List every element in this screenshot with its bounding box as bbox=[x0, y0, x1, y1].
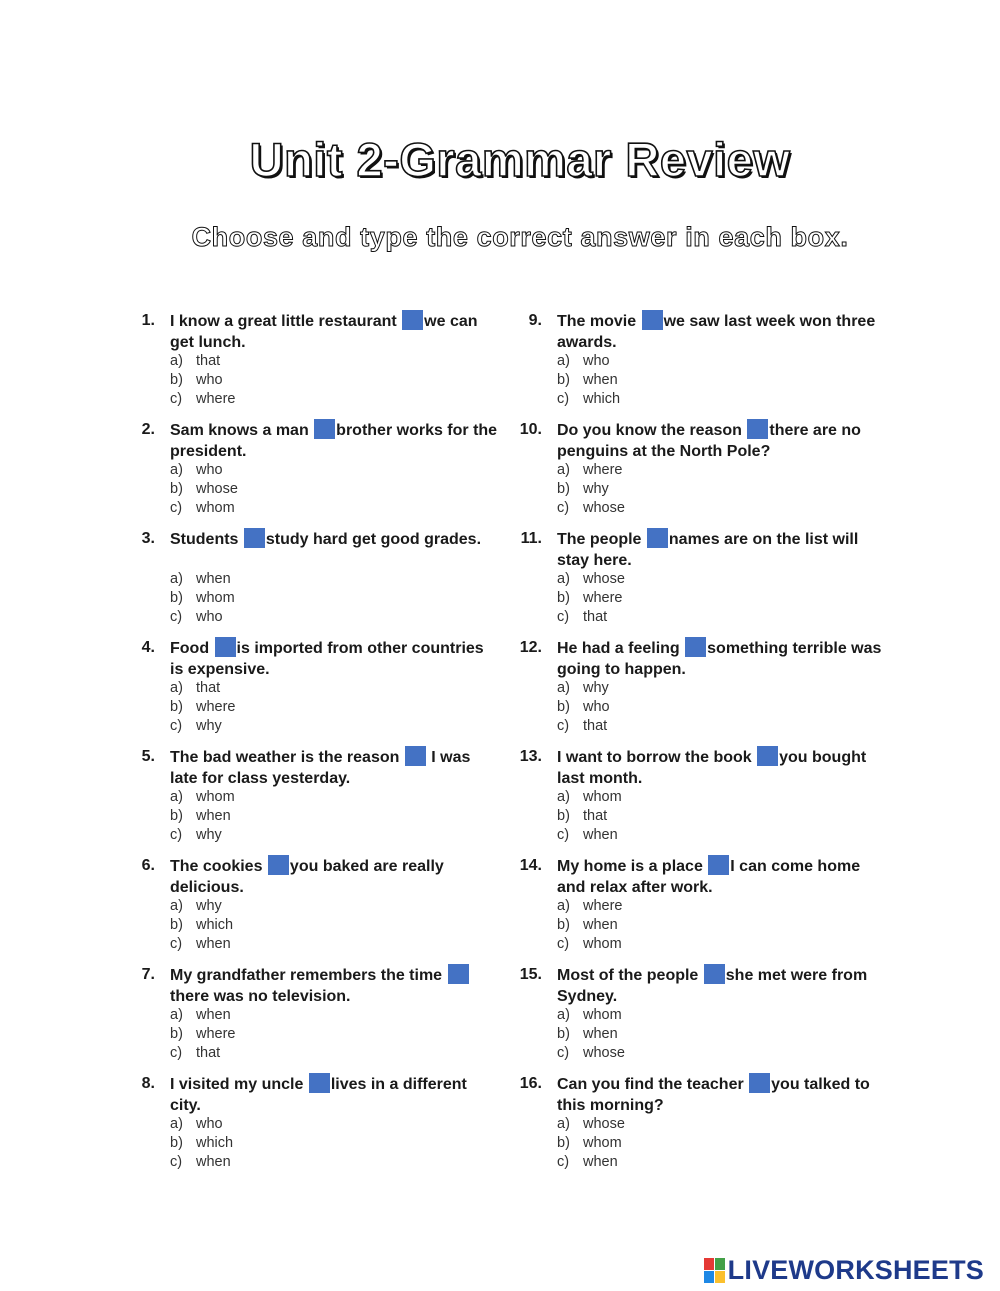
question-item bbox=[135, 419, 498, 528]
option-label: c) bbox=[557, 1045, 570, 1061]
option-label: a) bbox=[557, 680, 570, 696]
option-text: why bbox=[583, 680, 609, 696]
stem-text-before: The people bbox=[557, 531, 646, 548]
option-item bbox=[170, 679, 236, 698]
option-label: c) bbox=[170, 609, 183, 625]
option-item bbox=[557, 1006, 625, 1025]
option-label: b) bbox=[170, 917, 183, 933]
stem-text-before: The movie bbox=[557, 313, 641, 330]
option-label: a) bbox=[557, 789, 570, 805]
logo-text: LIVEWORKSHEETS bbox=[727, 1255, 984, 1285]
option-text: whom bbox=[583, 1007, 622, 1023]
option-item bbox=[557, 807, 622, 826]
question-number: 1. bbox=[141, 312, 155, 329]
question-item bbox=[135, 637, 495, 746]
option-text: where bbox=[196, 699, 236, 715]
stem-text-after: we can get lunch. bbox=[170, 313, 478, 351]
option-text: which bbox=[583, 391, 621, 407]
option-item bbox=[557, 788, 622, 807]
option-text: whom bbox=[583, 789, 622, 805]
option-label: c) bbox=[557, 718, 570, 734]
stem-text-before: I want to borrow the book bbox=[557, 749, 757, 766]
option-label: b) bbox=[557, 372, 570, 388]
answer-input-box[interactable] bbox=[215, 637, 236, 657]
stem-text-after: she met were from Sydney. bbox=[557, 967, 868, 1005]
option-text: that bbox=[583, 808, 608, 824]
question-number: 7. bbox=[141, 966, 155, 983]
question-item bbox=[514, 1073, 874, 1182]
logo-square bbox=[715, 1258, 725, 1270]
stem-text-before: The bad weather is the reason bbox=[170, 749, 404, 766]
option-item bbox=[557, 608, 625, 627]
question-number: 8. bbox=[141, 1075, 155, 1092]
question-stem bbox=[170, 746, 500, 789]
logo-square bbox=[715, 1271, 725, 1283]
page-title: Unit 2-Grammar Review bbox=[249, 133, 791, 186]
stem-text-before: He had a feeling bbox=[557, 640, 685, 657]
option-item bbox=[557, 1153, 625, 1172]
answer-input-box[interactable] bbox=[448, 964, 469, 984]
option-item bbox=[170, 1044, 236, 1063]
option-label: b) bbox=[170, 372, 183, 388]
logo-square bbox=[704, 1258, 714, 1270]
answer-input-box[interactable] bbox=[244, 528, 265, 548]
option-label: b) bbox=[170, 590, 183, 606]
answer-input-box[interactable] bbox=[704, 964, 725, 984]
option-label: b) bbox=[557, 1135, 570, 1151]
stem-text-after: brother works for the president. bbox=[170, 422, 498, 460]
stem-text-before: My home is a place bbox=[557, 858, 708, 875]
option-text: where bbox=[583, 590, 623, 606]
option-item bbox=[557, 570, 625, 589]
option-item bbox=[170, 1134, 233, 1153]
stem-text-before: Most of the people bbox=[557, 967, 703, 984]
option-text: that bbox=[583, 609, 608, 625]
option-text: who bbox=[196, 609, 223, 625]
page-subtitle: Choose and type the correct answer in each box. bbox=[191, 222, 849, 252]
option-list bbox=[170, 679, 236, 736]
option-item bbox=[557, 698, 610, 717]
question-item bbox=[514, 855, 874, 964]
option-label: c) bbox=[170, 936, 183, 952]
option-text: why bbox=[583, 481, 609, 497]
option-label: b) bbox=[170, 1135, 183, 1151]
stem-text-after: lives in a different city. bbox=[170, 1076, 467, 1114]
logo-icon bbox=[704, 1258, 725, 1283]
option-list bbox=[170, 461, 238, 518]
answer-input-box[interactable] bbox=[747, 419, 768, 439]
question-number: 15. bbox=[519, 966, 542, 983]
question-stem bbox=[557, 964, 887, 1007]
answer-input-box[interactable] bbox=[647, 528, 668, 548]
option-text: whom bbox=[196, 590, 235, 606]
option-item bbox=[170, 916, 233, 935]
question-number: 6. bbox=[141, 857, 155, 874]
option-label: a) bbox=[170, 353, 183, 369]
option-text: when bbox=[196, 808, 231, 824]
option-item bbox=[170, 1025, 236, 1044]
option-label: c) bbox=[170, 1154, 183, 1170]
logo-square bbox=[704, 1271, 714, 1283]
option-text: whose bbox=[583, 500, 625, 516]
stem-text-before: I visited my uncle bbox=[170, 1076, 308, 1093]
answer-input-box[interactable] bbox=[405, 746, 426, 766]
option-label: b) bbox=[557, 808, 570, 824]
option-list bbox=[170, 1006, 236, 1063]
question-item bbox=[135, 746, 495, 855]
option-item bbox=[170, 461, 238, 480]
option-label: a) bbox=[170, 680, 183, 696]
option-text: where bbox=[583, 462, 623, 478]
option-text: whom bbox=[583, 1135, 622, 1151]
option-text: that bbox=[583, 718, 608, 734]
option-list bbox=[557, 352, 620, 409]
option-label: c) bbox=[557, 500, 570, 516]
question-stem bbox=[557, 1073, 887, 1116]
stem-text-before: Students bbox=[170, 531, 243, 548]
question-stem bbox=[557, 746, 887, 789]
question-item bbox=[135, 964, 495, 1073]
option-text: who bbox=[196, 372, 223, 388]
stem-text-after: you talked to this morning? bbox=[557, 1076, 870, 1114]
question-number: 4. bbox=[141, 639, 155, 656]
option-label: a) bbox=[557, 462, 570, 478]
option-item bbox=[170, 589, 235, 608]
option-item bbox=[557, 352, 620, 371]
stem-text-after: study hard get good grades. bbox=[265, 531, 482, 548]
option-label: c) bbox=[557, 936, 570, 952]
stem-text-before: My grandfather remembers the time bbox=[170, 967, 447, 984]
option-list bbox=[170, 570, 235, 627]
stem-text-after: we saw last week won three awards. bbox=[557, 313, 876, 351]
option-list bbox=[170, 788, 235, 845]
question-item bbox=[514, 419, 874, 528]
question-number: 2. bbox=[141, 421, 155, 438]
question-stem bbox=[170, 1073, 500, 1116]
question-stem bbox=[557, 855, 887, 898]
option-list bbox=[557, 679, 610, 736]
option-label: b) bbox=[170, 808, 183, 824]
question-number: 12. bbox=[519, 639, 542, 656]
option-item bbox=[170, 1115, 233, 1134]
option-item bbox=[557, 1115, 625, 1134]
option-text: that bbox=[196, 1045, 221, 1061]
answer-input-box[interactable] bbox=[685, 637, 706, 657]
question-stem bbox=[557, 637, 887, 680]
option-text: when bbox=[196, 571, 231, 587]
option-label: a) bbox=[170, 571, 183, 587]
option-text: when bbox=[196, 936, 231, 952]
option-label: b) bbox=[557, 917, 570, 933]
option-label: b) bbox=[557, 1026, 570, 1042]
question-item bbox=[514, 528, 874, 637]
option-item bbox=[170, 1153, 233, 1172]
stem-text-before: The cookies bbox=[170, 858, 267, 875]
option-label: a) bbox=[170, 1116, 183, 1132]
option-list bbox=[557, 570, 625, 627]
option-text: whom bbox=[196, 500, 235, 516]
option-list bbox=[170, 1115, 233, 1172]
option-item bbox=[557, 499, 625, 518]
question-item bbox=[514, 964, 874, 1073]
questions-column-left bbox=[135, 310, 498, 1182]
stem-text-after: names are on the list will stay here. bbox=[557, 531, 859, 569]
question-number: 16. bbox=[519, 1075, 542, 1092]
option-item bbox=[170, 499, 238, 518]
option-text: when bbox=[583, 1154, 618, 1170]
option-label: c) bbox=[170, 500, 183, 516]
option-list bbox=[557, 1006, 625, 1063]
option-item bbox=[170, 608, 235, 627]
stem-text-after: I was late for class yesterday. bbox=[170, 749, 471, 787]
option-item bbox=[170, 480, 238, 499]
option-list bbox=[170, 352, 236, 409]
question-stem bbox=[170, 310, 500, 353]
option-list bbox=[557, 1115, 625, 1172]
question-item bbox=[514, 637, 882, 746]
stem-text-after: I can come home and relax after work. bbox=[557, 858, 861, 896]
question-number: 14. bbox=[519, 857, 542, 874]
option-item bbox=[170, 807, 235, 826]
option-label: a) bbox=[170, 1007, 183, 1023]
question-number: 13. bbox=[519, 748, 542, 765]
option-item bbox=[170, 371, 236, 390]
stem-text-after: you baked are really delicious. bbox=[170, 858, 444, 896]
option-label: b) bbox=[557, 699, 570, 715]
question-stem bbox=[557, 528, 887, 571]
question-item bbox=[514, 310, 874, 419]
question-number: 11. bbox=[520, 530, 542, 547]
question-number: 10. bbox=[519, 421, 542, 438]
option-item bbox=[170, 826, 235, 845]
stem-text-before: Do you know the reason bbox=[557, 422, 747, 439]
question-item bbox=[135, 855, 495, 964]
option-item bbox=[557, 826, 622, 845]
option-text: when bbox=[583, 372, 618, 388]
option-label: b) bbox=[170, 481, 183, 497]
option-text: why bbox=[196, 827, 222, 843]
option-text: why bbox=[196, 898, 222, 914]
question-stem bbox=[557, 419, 887, 462]
option-item bbox=[170, 717, 236, 736]
option-item bbox=[557, 717, 610, 736]
option-label: b) bbox=[170, 1026, 183, 1042]
option-text: which bbox=[196, 917, 234, 933]
answer-input-box[interactable] bbox=[708, 855, 729, 875]
option-text: which bbox=[196, 1135, 234, 1151]
stem-text-after: something terrible was going to happen. bbox=[557, 640, 882, 678]
option-item bbox=[557, 897, 623, 916]
question-item bbox=[135, 528, 495, 637]
option-text: whose bbox=[583, 1116, 625, 1132]
option-text: whose bbox=[583, 1045, 625, 1061]
option-text: that bbox=[196, 680, 221, 696]
option-text: who bbox=[196, 1116, 223, 1132]
answer-input-box[interactable] bbox=[268, 855, 289, 875]
option-text: who bbox=[583, 353, 610, 369]
option-item bbox=[170, 788, 235, 807]
answer-input-box[interactable] bbox=[309, 1073, 330, 1093]
option-label: b) bbox=[557, 481, 570, 497]
option-item bbox=[557, 371, 620, 390]
option-label: c) bbox=[170, 391, 183, 407]
option-text: whose bbox=[583, 571, 625, 587]
question-stem bbox=[170, 855, 500, 898]
option-item bbox=[557, 679, 610, 698]
option-text: whom bbox=[196, 789, 235, 805]
option-text: when bbox=[196, 1007, 231, 1023]
option-label: a) bbox=[170, 898, 183, 914]
stem-text-after: there was no television. bbox=[170, 988, 351, 1005]
question-number: 9. bbox=[528, 312, 542, 329]
question-number: 5. bbox=[141, 748, 155, 765]
option-text: when bbox=[583, 827, 618, 843]
option-item bbox=[170, 897, 233, 916]
question-item bbox=[135, 310, 495, 419]
option-label: b) bbox=[170, 699, 183, 715]
stem-text-before: Can you find the teacher bbox=[557, 1076, 749, 1093]
option-item bbox=[170, 570, 235, 589]
question-item bbox=[135, 1073, 495, 1182]
option-text: when bbox=[583, 917, 618, 933]
option-label: a) bbox=[557, 1007, 570, 1023]
option-list bbox=[170, 897, 233, 954]
option-item bbox=[170, 698, 236, 717]
option-label: b) bbox=[557, 590, 570, 606]
option-label: c) bbox=[557, 391, 570, 407]
option-text: who bbox=[196, 462, 223, 478]
question-item bbox=[514, 746, 874, 855]
answer-input-box[interactable] bbox=[757, 746, 778, 766]
option-label: a) bbox=[557, 1116, 570, 1132]
option-label: a) bbox=[170, 462, 183, 478]
answer-input-box[interactable] bbox=[749, 1073, 770, 1093]
option-label: a) bbox=[557, 898, 570, 914]
question-stem bbox=[557, 310, 887, 353]
option-text: that bbox=[196, 353, 221, 369]
question-number: 3. bbox=[141, 530, 155, 547]
option-item bbox=[557, 1044, 625, 1063]
option-item bbox=[557, 589, 625, 608]
question-stem bbox=[170, 637, 500, 680]
option-label: c) bbox=[170, 827, 183, 843]
option-item bbox=[170, 1006, 236, 1025]
option-label: a) bbox=[557, 353, 570, 369]
option-text: where bbox=[196, 391, 236, 407]
question-stem bbox=[170, 964, 500, 1007]
stem-text-after: is imported from other countries is expensive. bbox=[170, 640, 484, 678]
option-label: a) bbox=[557, 571, 570, 587]
option-text: when bbox=[196, 1154, 231, 1170]
option-item bbox=[557, 916, 623, 935]
stem-text-before: Food bbox=[170, 640, 214, 657]
option-label: c) bbox=[557, 827, 570, 843]
option-item bbox=[170, 935, 233, 954]
option-item bbox=[557, 480, 625, 499]
questions-column-right bbox=[514, 310, 882, 1182]
option-list bbox=[557, 897, 623, 954]
option-label: c) bbox=[557, 1154, 570, 1170]
option-list bbox=[557, 788, 622, 845]
option-item bbox=[557, 461, 625, 480]
option-text: where bbox=[196, 1026, 236, 1042]
option-item bbox=[557, 390, 620, 409]
answer-input-box[interactable] bbox=[402, 310, 423, 330]
option-text: where bbox=[583, 898, 623, 914]
option-item bbox=[170, 352, 236, 371]
stem-text-before: I know a great little restaurant bbox=[170, 313, 402, 330]
question-stem bbox=[170, 528, 500, 550]
option-text: why bbox=[196, 718, 222, 734]
answer-input-box[interactable] bbox=[642, 310, 663, 330]
option-item bbox=[170, 390, 236, 409]
option-label: c) bbox=[170, 1045, 183, 1061]
answer-input-box[interactable] bbox=[314, 419, 335, 439]
option-label: a) bbox=[170, 789, 183, 805]
option-label: c) bbox=[557, 609, 570, 625]
option-text: whose bbox=[196, 481, 238, 497]
option-item bbox=[557, 935, 623, 954]
option-list bbox=[557, 461, 625, 518]
option-text: who bbox=[583, 699, 610, 715]
stem-text-after: you bought last month. bbox=[557, 749, 867, 787]
stem-text-before: Sam knows a man bbox=[170, 422, 314, 439]
option-item bbox=[557, 1134, 625, 1153]
stem-text-after: there are no penguins at the North Pole? bbox=[557, 422, 861, 460]
liveworksheets-logo bbox=[704, 1255, 984, 1286]
question-stem bbox=[170, 419, 500, 462]
option-label: c) bbox=[170, 718, 183, 734]
option-text: whom bbox=[583, 936, 622, 952]
option-item bbox=[557, 1025, 625, 1044]
option-text: when bbox=[583, 1026, 618, 1042]
